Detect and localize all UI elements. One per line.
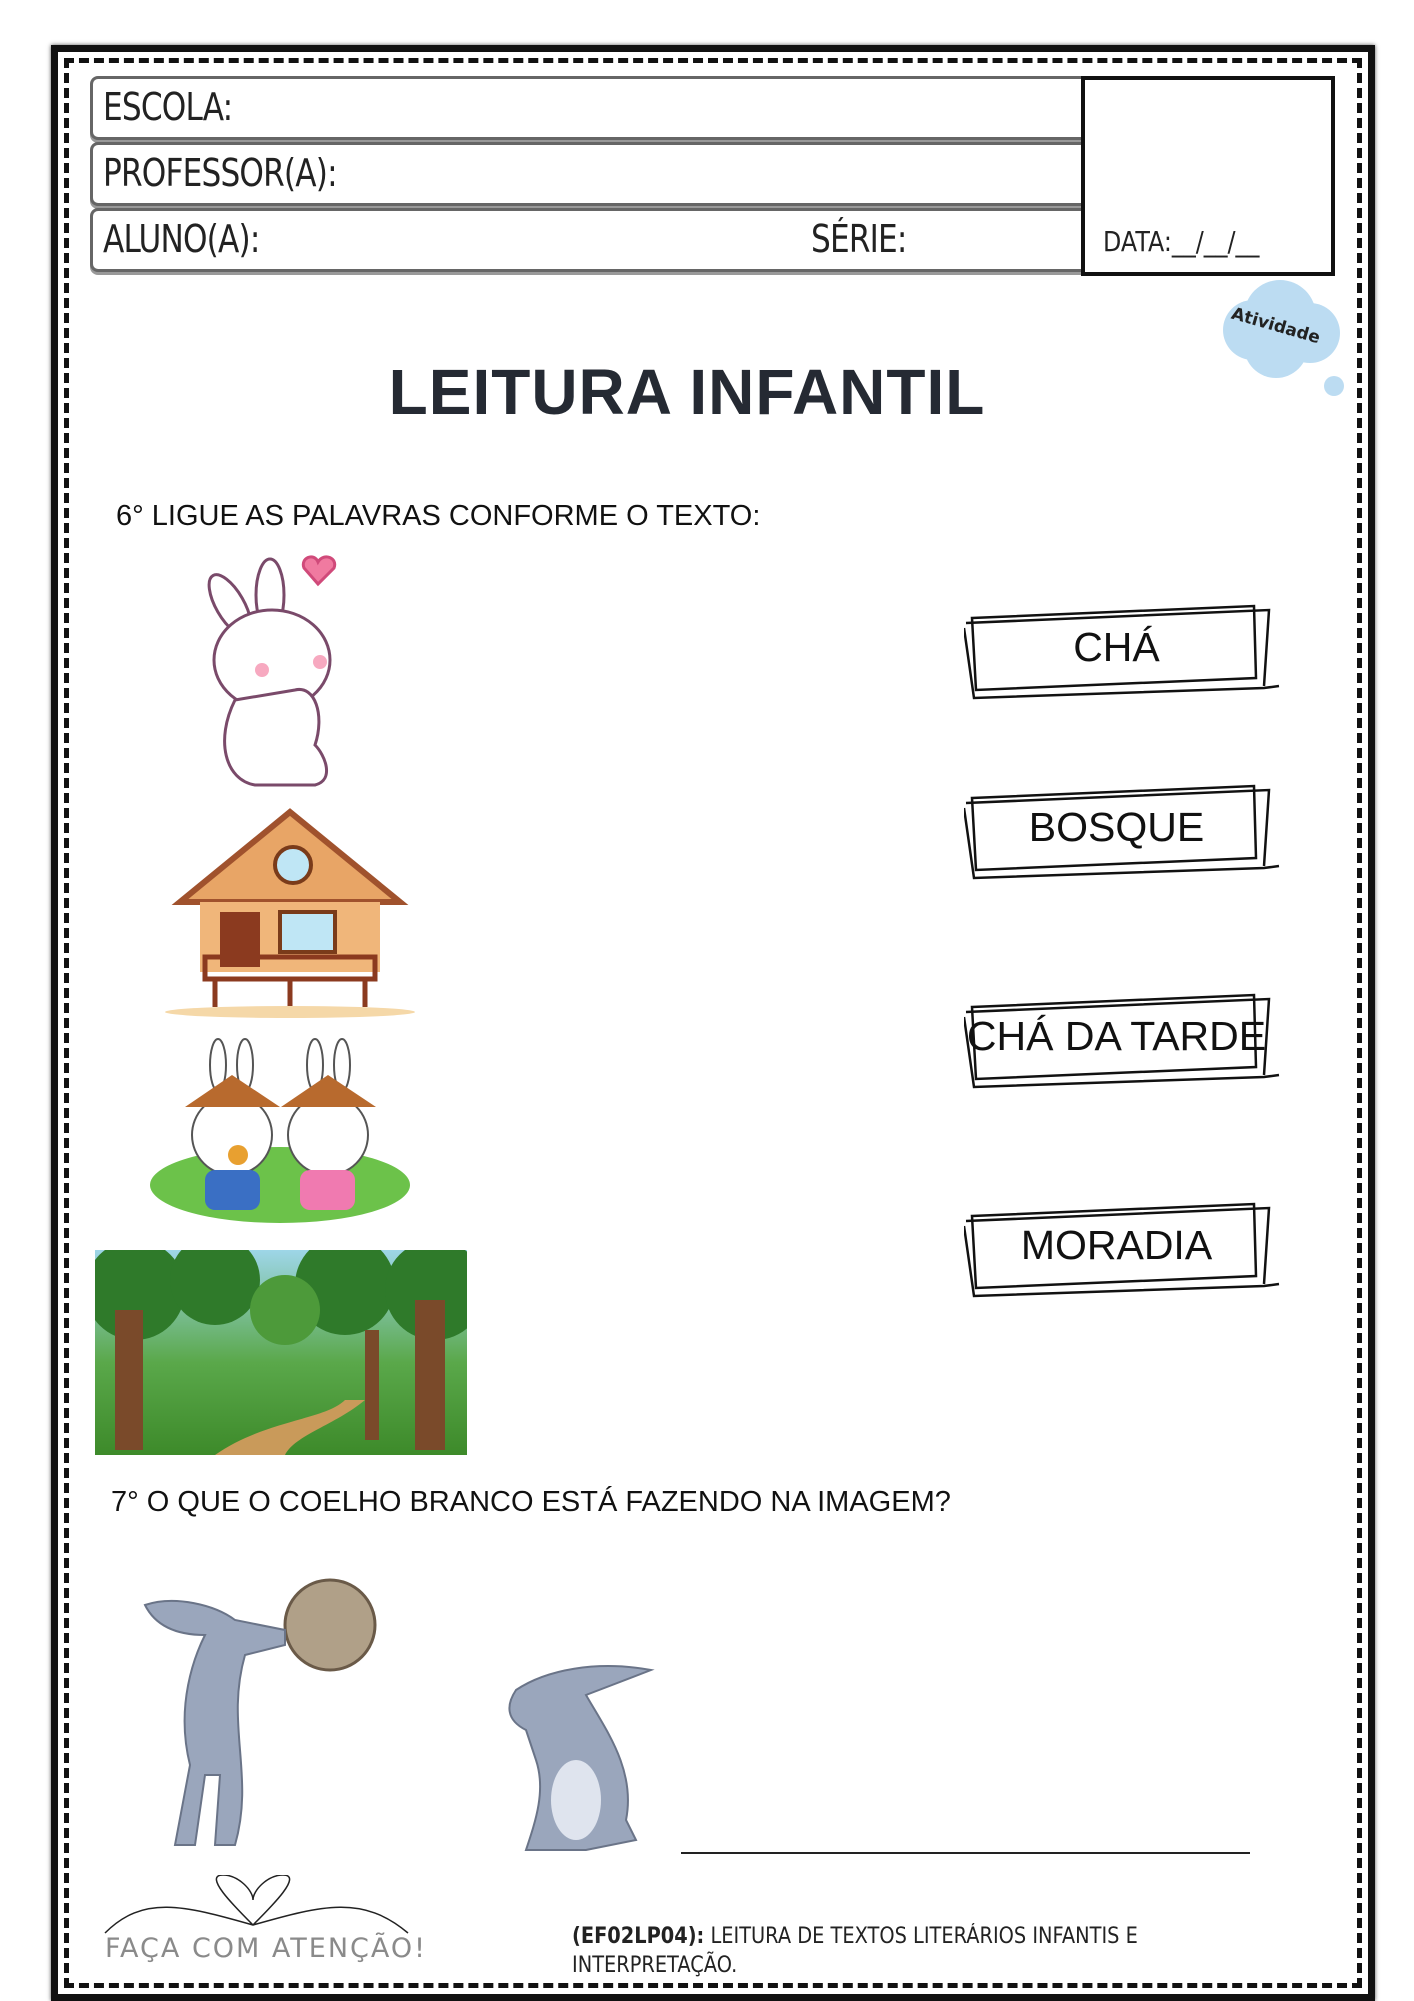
date-label: DATA:__/__/__ — [1103, 225, 1260, 258]
skill-description-2: INTERPRETAÇÃO. — [572, 1953, 738, 1978]
date-box[interactable] — [1081, 76, 1335, 276]
white-bunny-image — [200, 550, 360, 800]
answer-line[interactable] — [681, 1852, 1250, 1854]
bunnies-tea-image — [150, 1035, 412, 1235]
question-6-prompt: 6° LIGUE AS PALAVRAS CONFORME O TEXTO: — [116, 500, 761, 532]
school-label: ESCOLA: — [103, 85, 233, 129]
footer-skill — [572, 1922, 1138, 1980]
house-image — [165, 807, 415, 1024]
student-label: ALUNO(A): — [103, 217, 260, 261]
teacher-label: PROFESSOR(A): — [103, 151, 337, 195]
teacher-field[interactable] — [90, 142, 1083, 206]
word-box-cha[interactable] — [964, 598, 1279, 700]
page-title: LEITURA INFANTIL — [388, 356, 986, 428]
word-bosque: BOSQUE — [1028, 804, 1205, 850]
word-box-cha-da-tarde[interactable] — [964, 987, 1279, 1089]
forest-image — [95, 1250, 467, 1455]
skill-code: (EF02LP04): — [572, 1924, 705, 1949]
rabbit-ball-image — [135, 1575, 385, 1860]
activity-badge-label: Atividade — [1229, 303, 1323, 349]
logo-text: FAÇA COM ATENÇÃO! — [105, 1933, 427, 1964]
question-7-prompt: 7° O QUE O COELHO BRANCO ESTÁ FAZENDO NA IMAGEM? — [111, 1486, 951, 1518]
word-cha-da-tarde: CHÁ DA TARDE — [966, 1013, 1267, 1059]
word-box-bosque[interactable] — [964, 778, 1279, 880]
student-field[interactable] — [90, 208, 1083, 272]
word-cha: CHÁ — [1073, 624, 1160, 670]
faca-com-atencao-logo — [103, 1875, 427, 1975]
rabbit-sitting-image — [486, 1650, 658, 1860]
skill-description: LEITURA DE TEXTOS LITERÁRIOS INFANTIS E — [710, 1924, 1138, 1949]
heart-icon — [103, 1875, 413, 1935]
school-field[interactable] — [90, 76, 1083, 140]
word-moradia: MORADIA — [1020, 1222, 1213, 1268]
word-box-moradia[interactable] — [964, 1196, 1279, 1298]
grade-label: SÉRIE: — [811, 217, 907, 261]
